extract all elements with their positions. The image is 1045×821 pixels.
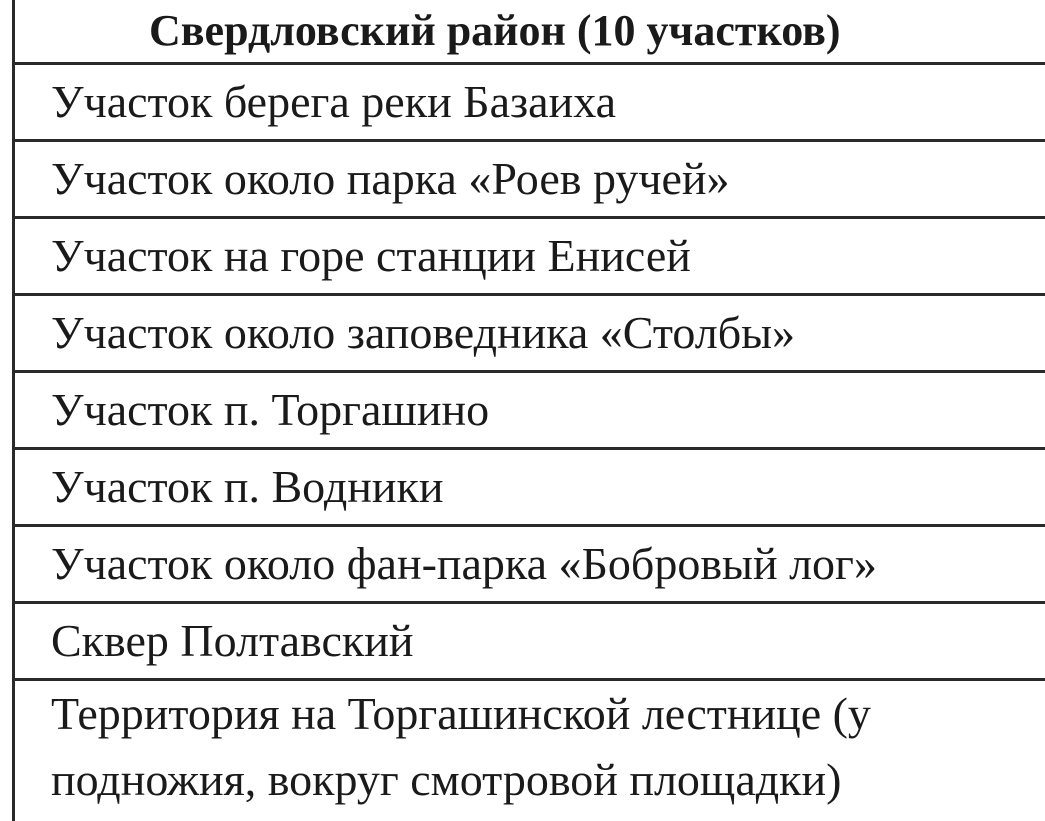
site-label: Участок около фан-парка «Бобровый лог» (51, 538, 877, 589)
site-label-line-2: подножия, вокруг смотровой площадки) (51, 754, 842, 805)
table-row (15, 527, 1045, 604)
table-row (15, 296, 1045, 373)
district-table (12, 0, 1045, 821)
table-row (15, 681, 1045, 821)
site-label: Участок около парка «Роев ручей» (51, 153, 730, 204)
site-label: Участок около заповедника «Столбы» (51, 307, 796, 358)
table-row (15, 142, 1045, 219)
table-header (15, 0, 1045, 65)
site-label: Участок п. Водники (51, 461, 444, 512)
site-label: Участок на горе станции Енисей (51, 230, 691, 281)
table-row (15, 604, 1045, 681)
site-label: Сквер Полтавский (51, 615, 414, 666)
table-row (15, 219, 1045, 296)
table-row (15, 450, 1045, 527)
site-label-line-1: Территория на Торгашинской лестнице (у (51, 688, 871, 739)
table-row (15, 65, 1045, 142)
site-label: Участок п. Торгашино (51, 384, 490, 435)
table-row (15, 373, 1045, 450)
district-title: Свердловский район (10 участков) (149, 6, 841, 55)
site-label: Участок берега реки Базаиха (51, 76, 617, 127)
